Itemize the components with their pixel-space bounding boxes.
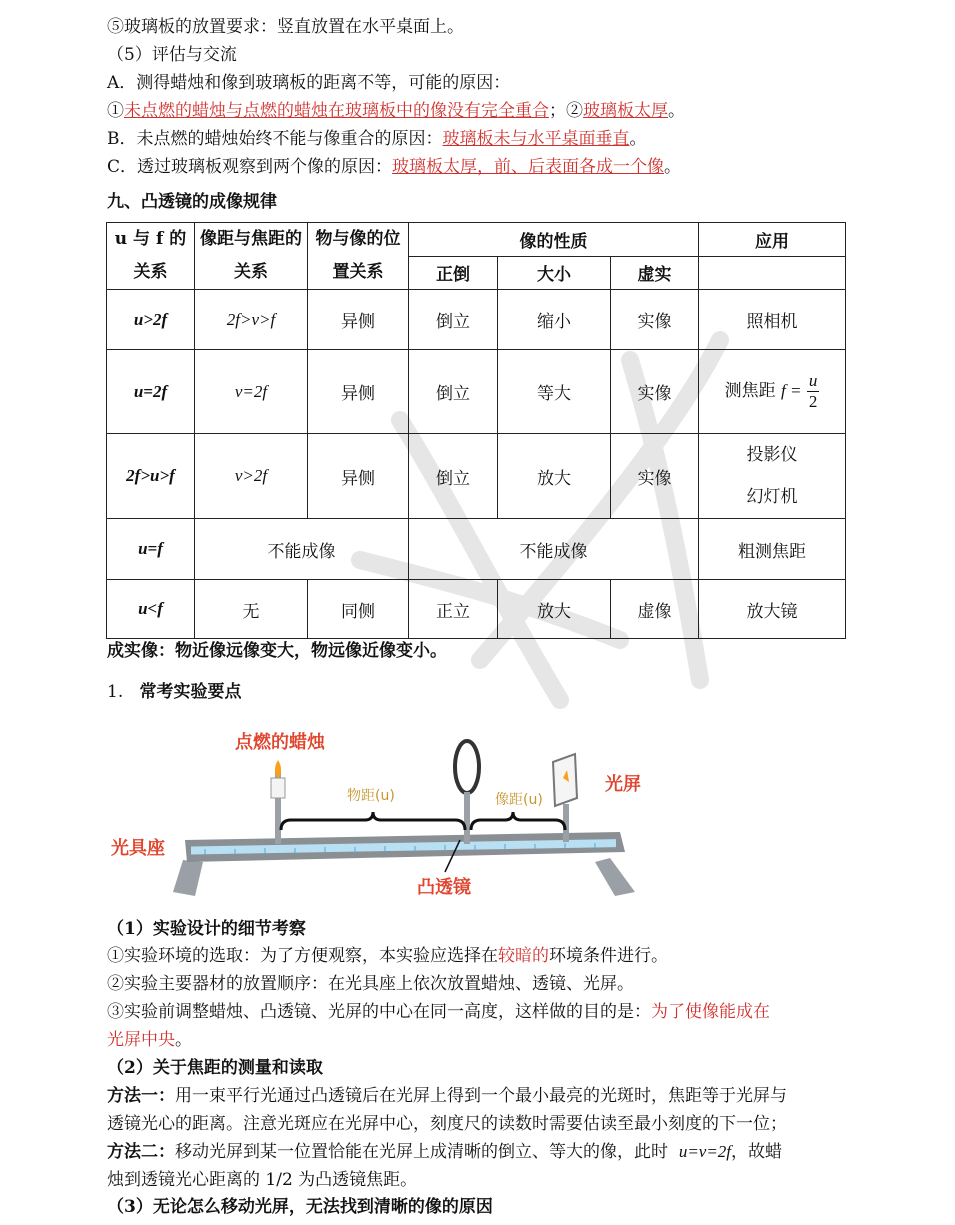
cell-size: 等大 bbox=[498, 350, 611, 434]
summary-real-image: 成实像：物近像远像变大，物远像近像变小。 bbox=[107, 641, 447, 661]
method2-label: 方法二： bbox=[107, 1142, 175, 1162]
heading-experiment-points bbox=[107, 679, 241, 705]
header-application: 应用 bbox=[699, 223, 846, 257]
cell-pos: 异侧 bbox=[308, 290, 409, 350]
line-method2 bbox=[107, 1139, 782, 1165]
label-object-distance: 物距(u) bbox=[347, 788, 395, 804]
cell-v: 无 bbox=[195, 580, 308, 639]
header-empty bbox=[699, 256, 846, 290]
cell-size: 放大 bbox=[498, 580, 611, 639]
header-v-f: 像距与焦距的关系 bbox=[195, 223, 308, 290]
line-reason-a: A．测得蜡烛和像到玻璃板的距离不等，可能的原因： bbox=[107, 73, 511, 93]
line-glass-placement: ⑤玻璃板的放置要求：竖直放置在水平桌面上。 bbox=[107, 17, 464, 37]
cell-app: 放大镜 bbox=[699, 580, 846, 639]
reason-b-text: B．未点燃的蜡烛始终不能与像重合的原因： bbox=[107, 129, 443, 149]
method1-text: 用一束平行光通过凸透镜后在光屏上得到一个最小最亮的光斑时，焦距等于光屏与 bbox=[175, 1086, 787, 1106]
header-orientation: 正倒 bbox=[409, 256, 498, 290]
answer-b: 玻璃板未与水平桌面垂直 bbox=[442, 129, 630, 149]
table-row bbox=[107, 350, 846, 434]
header-size: 大小 bbox=[498, 256, 611, 290]
table-row bbox=[107, 580, 846, 639]
cell-merged-no-image: 不能成像 bbox=[409, 519, 699, 580]
cell-merged-no-image: 不能成像 bbox=[195, 519, 409, 580]
height-text: ③实验前调整蜡烛、凸透镜、光屏的中心在同一高度，这样做的目的是： bbox=[107, 1002, 651, 1022]
image-distance-brace bbox=[471, 812, 565, 830]
app-line-2: 幻灯机 bbox=[746, 487, 798, 507]
label-screen: 光屏 bbox=[605, 774, 641, 795]
fraction-numerator: u bbox=[808, 371, 818, 390]
subheading-evaluation: （5）评估与交流 bbox=[107, 45, 237, 65]
app-formula-f: f = bbox=[781, 381, 802, 400]
heading-text: 常考实验要点 bbox=[139, 682, 242, 702]
lens-imaging-table bbox=[106, 222, 846, 639]
header-real-virtual: 虚实 bbox=[611, 256, 699, 290]
header-image-nature: 像的性质 bbox=[409, 223, 699, 257]
label-candle: 点燃的蜡烛 bbox=[235, 732, 325, 753]
reason-c-text: C．透过玻璃板观察到两个像的原因： bbox=[107, 157, 393, 177]
cell-app bbox=[699, 434, 846, 519]
line-method2-cont: 烛到透镜光心距离的 1/2 为凸透镜焦距。 bbox=[107, 1170, 418, 1190]
fraction-denominator: 2 bbox=[808, 392, 818, 411]
cell-orient: 倒立 bbox=[409, 350, 498, 434]
period: 。 bbox=[668, 101, 685, 121]
object-distance-brace bbox=[281, 812, 465, 830]
period: 。 bbox=[664, 157, 682, 177]
answer-a2: 玻璃板太厚 bbox=[583, 101, 668, 121]
line-reason-c bbox=[107, 154, 681, 180]
line-same-height bbox=[107, 999, 770, 1025]
line-environment bbox=[107, 943, 668, 969]
cell-real: 实像 bbox=[611, 290, 699, 350]
period: 。 bbox=[629, 129, 647, 149]
cell-pos: 异侧 bbox=[308, 350, 409, 434]
section-heading-9: 九、凸透镜的成像规律 bbox=[107, 192, 277, 212]
table-row bbox=[107, 290, 846, 350]
height-answer-cont: 光屏中央 bbox=[107, 1030, 175, 1050]
header-u-f: u 与 f 的关系 bbox=[107, 223, 195, 290]
cell-uf: 2f>u>f bbox=[107, 434, 195, 519]
cell-real: 实像 bbox=[611, 350, 699, 434]
cell-real: 实像 bbox=[611, 434, 699, 519]
subheading-focal-length: （2）关于焦距的测量和读取 bbox=[107, 1058, 323, 1078]
cell-orient: 倒立 bbox=[409, 434, 498, 519]
method2-text: 移动光屏到某一位置恰能在光屏上成清晰的倒立、等大的像，此时 bbox=[175, 1142, 668, 1162]
height-answer: 为了使像能成在 bbox=[651, 1002, 770, 1022]
bench-leg-right bbox=[595, 858, 635, 896]
cell-uf: u=2f bbox=[107, 350, 195, 434]
app-text: 测焦距 bbox=[724, 381, 776, 401]
bench-leg-left bbox=[173, 860, 203, 896]
method2-text-end: ，故蜡 bbox=[731, 1142, 783, 1162]
cell-v: v>2f bbox=[195, 434, 308, 519]
cell-size: 缩小 bbox=[498, 290, 611, 350]
line-placement-order: ②实验主要器材的放置顺序：在光具座上依次放置蜡烛、透镜、光屏。 bbox=[107, 974, 634, 994]
cell-orient: 倒立 bbox=[409, 290, 498, 350]
sep: ；② bbox=[549, 101, 583, 121]
lens-holder bbox=[464, 792, 470, 844]
period: 。 bbox=[175, 1030, 192, 1050]
method1-label: 方法一： bbox=[107, 1086, 175, 1106]
cell-v: v=2f bbox=[195, 350, 308, 434]
cell-app: 照相机 bbox=[699, 290, 846, 350]
subheading-no-clear-image: （3）无论怎么移动光屏，无法找到清晰的像的原因 bbox=[107, 1197, 493, 1217]
header-position: 物与像的位置关系 bbox=[308, 223, 409, 290]
heading-number: 1. bbox=[107, 682, 124, 702]
cell-orient: 正立 bbox=[409, 580, 498, 639]
answer-a1: 未点燃的蜡烛与点燃的蜡烛在玻璃板中的像没有完全重合 bbox=[124, 101, 549, 121]
cell-uf: u=f bbox=[107, 519, 195, 580]
answer-c: 玻璃板太厚，前、后表面各成一个像 bbox=[392, 157, 665, 177]
env-text: ①实验环境的选取：为了方便观察，本实验应选择在 bbox=[107, 946, 498, 966]
table-row bbox=[107, 434, 846, 519]
cell-pos: 异侧 bbox=[308, 434, 409, 519]
line-method1 bbox=[107, 1083, 787, 1109]
label-image-distance: 像距(u) bbox=[495, 792, 543, 808]
env-answer: 较暗的 bbox=[498, 946, 549, 966]
optical-bench-diagram bbox=[105, 712, 650, 904]
app-line-1: 投影仪 bbox=[746, 445, 798, 465]
env-text-end: 环境条件进行。 bbox=[549, 946, 668, 966]
cell-size: 放大 bbox=[498, 434, 611, 519]
cell-app: 粗测焦距 bbox=[699, 519, 846, 580]
circled-1: ① bbox=[107, 101, 124, 121]
label-bench: 光具座 bbox=[111, 838, 165, 859]
candle-body bbox=[271, 778, 285, 798]
convex-lens-icon bbox=[455, 741, 479, 793]
cell-v: 2f>v>f bbox=[195, 290, 308, 350]
table-row bbox=[107, 519, 846, 580]
line-answer-a bbox=[107, 98, 685, 124]
cell-pos: 同侧 bbox=[308, 580, 409, 639]
cell-uf: u>2f bbox=[107, 290, 195, 350]
fraction bbox=[807, 371, 820, 412]
label-lens: 凸透镜 bbox=[417, 877, 471, 898]
line-method1-cont: 透镜光心的距离。注意光斑应在光屏中心，刻度尺的读数时需要估读至最小刻度的下一位； bbox=[107, 1114, 787, 1134]
subheading-design-details: （1）实验设计的细节考察 bbox=[107, 919, 306, 939]
cell-app bbox=[699, 350, 846, 434]
line-reason-b bbox=[107, 126, 647, 152]
cell-real: 虚像 bbox=[611, 580, 699, 639]
method2-formula: u=v=2f bbox=[678, 1142, 732, 1161]
light-screen-icon bbox=[553, 754, 577, 806]
cell-uf: u<f bbox=[107, 580, 195, 639]
line-same-height-cont bbox=[107, 1027, 192, 1053]
